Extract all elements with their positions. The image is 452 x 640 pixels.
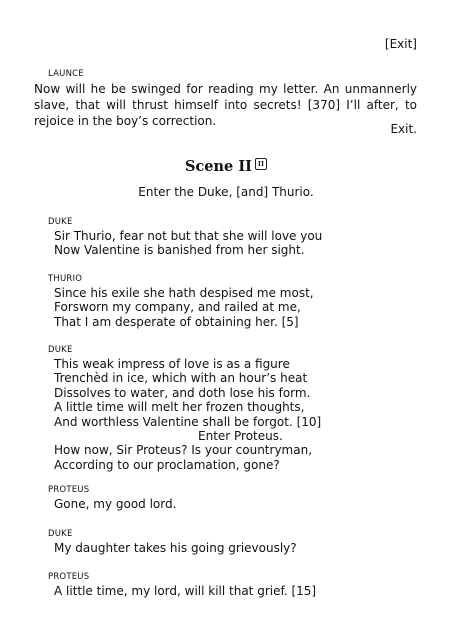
verse-line: This weak impress of love is as a figure bbox=[54, 357, 290, 371]
scene-heading bbox=[0, 158, 452, 175]
verse-block bbox=[54, 541, 297, 555]
scene-title: Scene II bbox=[184, 158, 252, 175]
speaker-name: DUKE bbox=[48, 529, 73, 539]
speaker-name: DUKE bbox=[48, 345, 73, 355]
verse-line: And worthless Valentine shall be forgot. [10] bbox=[54, 414, 322, 429]
verse-line: That I am desperate of obtaining her. [5] bbox=[54, 314, 299, 329]
verse-line: According to our proclamation, gone? bbox=[54, 457, 280, 472]
verse-line: A little time, my lord, will kill that grief. [15] bbox=[54, 584, 317, 598]
verse-line: Sir Thurio, fear not but that she will love you bbox=[54, 229, 323, 243]
speaker-name: PROTEUS bbox=[48, 485, 90, 495]
verse-line: My daughter takes his going grievously? bbox=[54, 541, 297, 555]
verse-line: Gone, my good lord. bbox=[54, 497, 177, 511]
verse-block bbox=[54, 229, 322, 258]
verse-block bbox=[54, 357, 321, 472]
verse-block bbox=[54, 497, 176, 511]
verse-line: How now, Sir Proteus? Is your countryman, bbox=[54, 443, 313, 458]
prose-speech: Now will he be swinged for reading my letter. An unmannerly slave, that will thrust himself into secrets! [370] I’ll after, to rejoice in the boy’s correction. bbox=[34, 82, 417, 128]
exit-direction: [Exit] bbox=[384, 37, 417, 51]
exit-direction: Exit. bbox=[390, 122, 417, 136]
stage-direction: Enter Proteus. bbox=[198, 428, 283, 443]
verse-line: Dissolves to water, and doth lose his form. bbox=[54, 385, 311, 400]
speaker-name: PROTEUS bbox=[48, 572, 90, 582]
verse-line: Since his exile she hath despised me most, bbox=[54, 286, 314, 300]
speaker-name: DUKE bbox=[48, 217, 73, 227]
scene-number-badge[interactable]: II bbox=[255, 158, 267, 170]
verse-line: Trenchèd in ice, which with an hour’s heat bbox=[54, 371, 308, 386]
verse-block bbox=[54, 584, 316, 598]
speaker-name: THURIO bbox=[48, 274, 83, 284]
verse-line: A little time will melt her frozen thoughts, bbox=[54, 400, 305, 415]
verse-line: Now Valentine is banished from her sight. bbox=[54, 243, 305, 258]
verse-line: Forsworn my company, and railed at me, bbox=[54, 300, 301, 315]
speaker-name: LAUNCE bbox=[48, 69, 84, 79]
stage-direction: Enter the Duke, [and] Thurio. bbox=[138, 185, 314, 199]
verse-block bbox=[54, 286, 314, 329]
